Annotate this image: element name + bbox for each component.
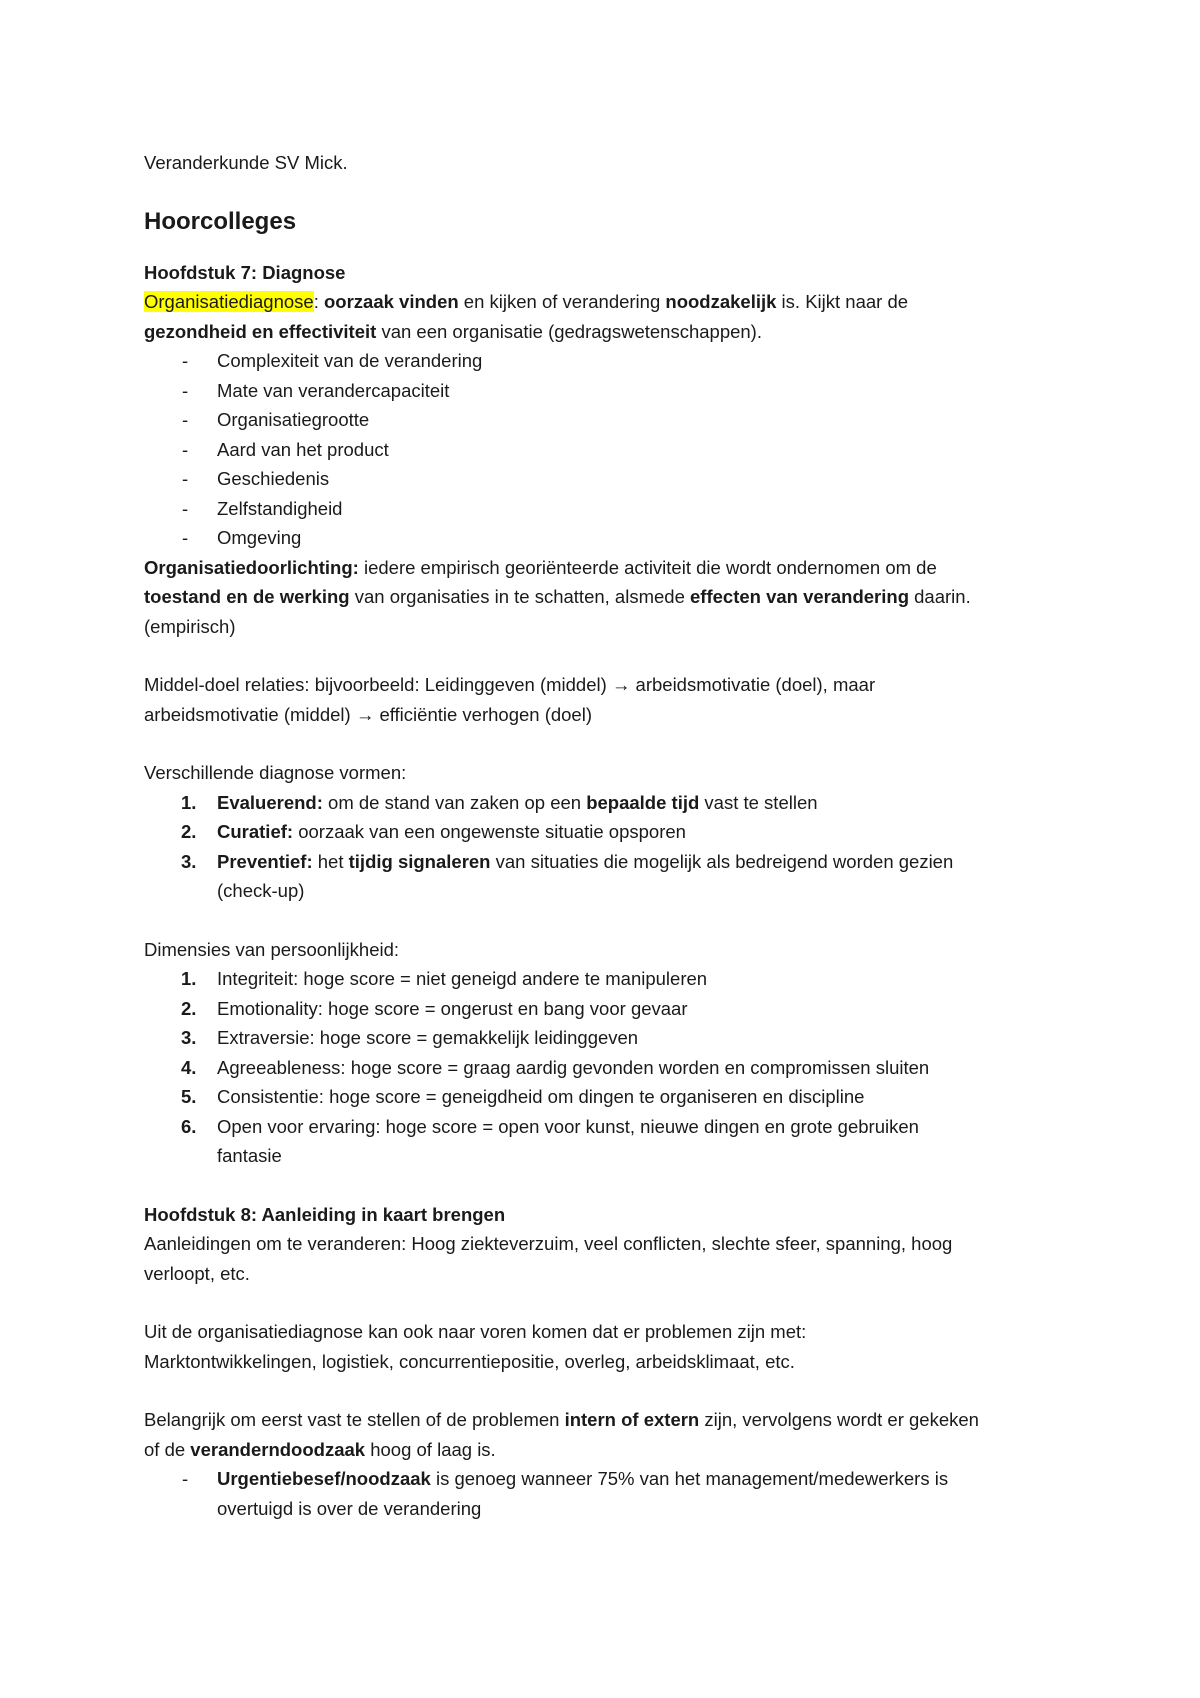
list-item: 2. Emotionality: hoge score = ongerust en bang voor gevaar xyxy=(181,997,688,1019)
chapter-8-title: Hoofdstuk 8: Aanleiding in kaart brengen xyxy=(144,1203,506,1225)
list-item: - Mate van verandercapaciteit xyxy=(182,379,450,401)
arrow-right-icon: → xyxy=(355,703,375,725)
paragraph-line: verloopt, etc. xyxy=(144,1262,250,1284)
list-item: - Aard van het product xyxy=(182,438,389,460)
list-item: - Omgeving xyxy=(182,527,302,548)
list-item: 6. Open voor ervaring: hoge score = open voor kunst, nieuwe dingen en grote gebruiken xyxy=(181,1115,919,1137)
paragraph-line: Aanleidingen om te veranderen: Hoog ziekteverzuim, veel conflicten, slechte sfeer, spanning, hoog xyxy=(144,1233,953,1254)
middel-doel-line-2: arbeidsmotivatie (middel) → efficiëntie verhogen (doel) xyxy=(144,703,592,725)
list-item: 2. Curatief: oorzaak van een ongewenste situatie opsporen xyxy=(181,821,686,842)
dimensions-list xyxy=(144,964,1074,1171)
list-item: - Complexiteit van de verandering xyxy=(182,350,483,371)
definition-organisatiedoorlichting-cont: toestand en de werking van organisaties in te schatten, alsmede effecten van verandering daarin. xyxy=(144,586,971,607)
section-heading: Hoorcolleges xyxy=(144,207,297,235)
document-title: Veranderkunde SV Mick. xyxy=(144,152,348,173)
middel-doel-line-1: Middel-doel relaties: bijvoorbeeld: Leidinggeven (middel) → arbeidsmotivatie (doel), maar xyxy=(144,674,876,695)
dimensions-intro: Dimensies van persoonlijkheid: xyxy=(144,938,400,960)
list-item-continuation: overtuigd is over de verandering xyxy=(217,1497,482,1519)
arrow-right-icon: → xyxy=(611,674,631,695)
diagnose-forms-list xyxy=(144,788,1074,906)
list-item: - Organisatiegrootte xyxy=(182,409,370,430)
chapter-7-title: Hoofdstuk 7: Diagnose xyxy=(144,261,346,283)
definition-organisatiediagnose: Organisatiediagnose: oorzaak vinden en kijken of verandering noodzakelijk is. Kijkt naar de xyxy=(144,291,909,312)
paragraph-line: Marktontwikkelingen, logistiek, concurrentiepositie, overleg, arbeidsklimaat, etc. xyxy=(144,1350,795,1372)
list-item: 1. Evaluerend: om de stand van zaken op een bepaalde tijd vast te stellen xyxy=(181,791,818,813)
definition-organisatiediagnose-cont: gezondheid en effectiviteit van een organisatie (gedragswetenschappen). xyxy=(144,320,762,342)
list-item-continuation: fantasie xyxy=(217,1145,282,1166)
list-item: 1. Integriteit: hoge score = niet geneigd andere te manipuleren xyxy=(181,968,708,989)
paragraph-line: Uit de organisatiediagnose kan ook naar voren komen dat er problemen zijn met: xyxy=(144,1321,807,1342)
document-content xyxy=(144,148,1074,1523)
paragraph-line: of de veranderndoodzaak hoog of laag is. xyxy=(144,1438,496,1460)
list-item: 3. Preventief: het tijdig signaleren van situaties die mogelijk als bedreigend worden gezien xyxy=(181,850,954,872)
list-item: - Urgentiebesef/noodzaak is genoeg wanneer 75% van het management/medewerkers is xyxy=(182,1468,949,1489)
definition-organisatiedoorlichting: Organisatiedoorlichting: iedere empirisch georiënteerde activiteit die wordt ondernomen om de xyxy=(144,556,937,578)
list-item: - Zelfstandigheid xyxy=(182,497,343,519)
list-item-continuation: (check-up) xyxy=(217,880,305,901)
factor-list xyxy=(144,346,1074,553)
list-item: 4. Agreeableness: hoge score = graag aardig gevonden worden en compromissen sluiten xyxy=(181,1056,930,1078)
list-item: - Geschiedenis xyxy=(182,468,330,489)
highlighted-term: Organisatiediagnose xyxy=(144,291,314,312)
diagnose-forms-intro: Verschillende diagnose vormen: xyxy=(144,762,407,783)
list-item: 5. Consistentie: hoge score = geneigdheid om dingen te organiseren en discipline xyxy=(181,1086,865,1107)
definition-organisatiedoorlichting-note: (empirisch) xyxy=(144,615,236,637)
list-item: 3. Extraversie: hoge score = gemakkelijk leidinggeven xyxy=(181,1027,639,1048)
paragraph-line: Belangrijk om eerst vast te stellen of de problemen intern of extern zijn, vervolgens wordt er gekeken xyxy=(144,1409,979,1430)
